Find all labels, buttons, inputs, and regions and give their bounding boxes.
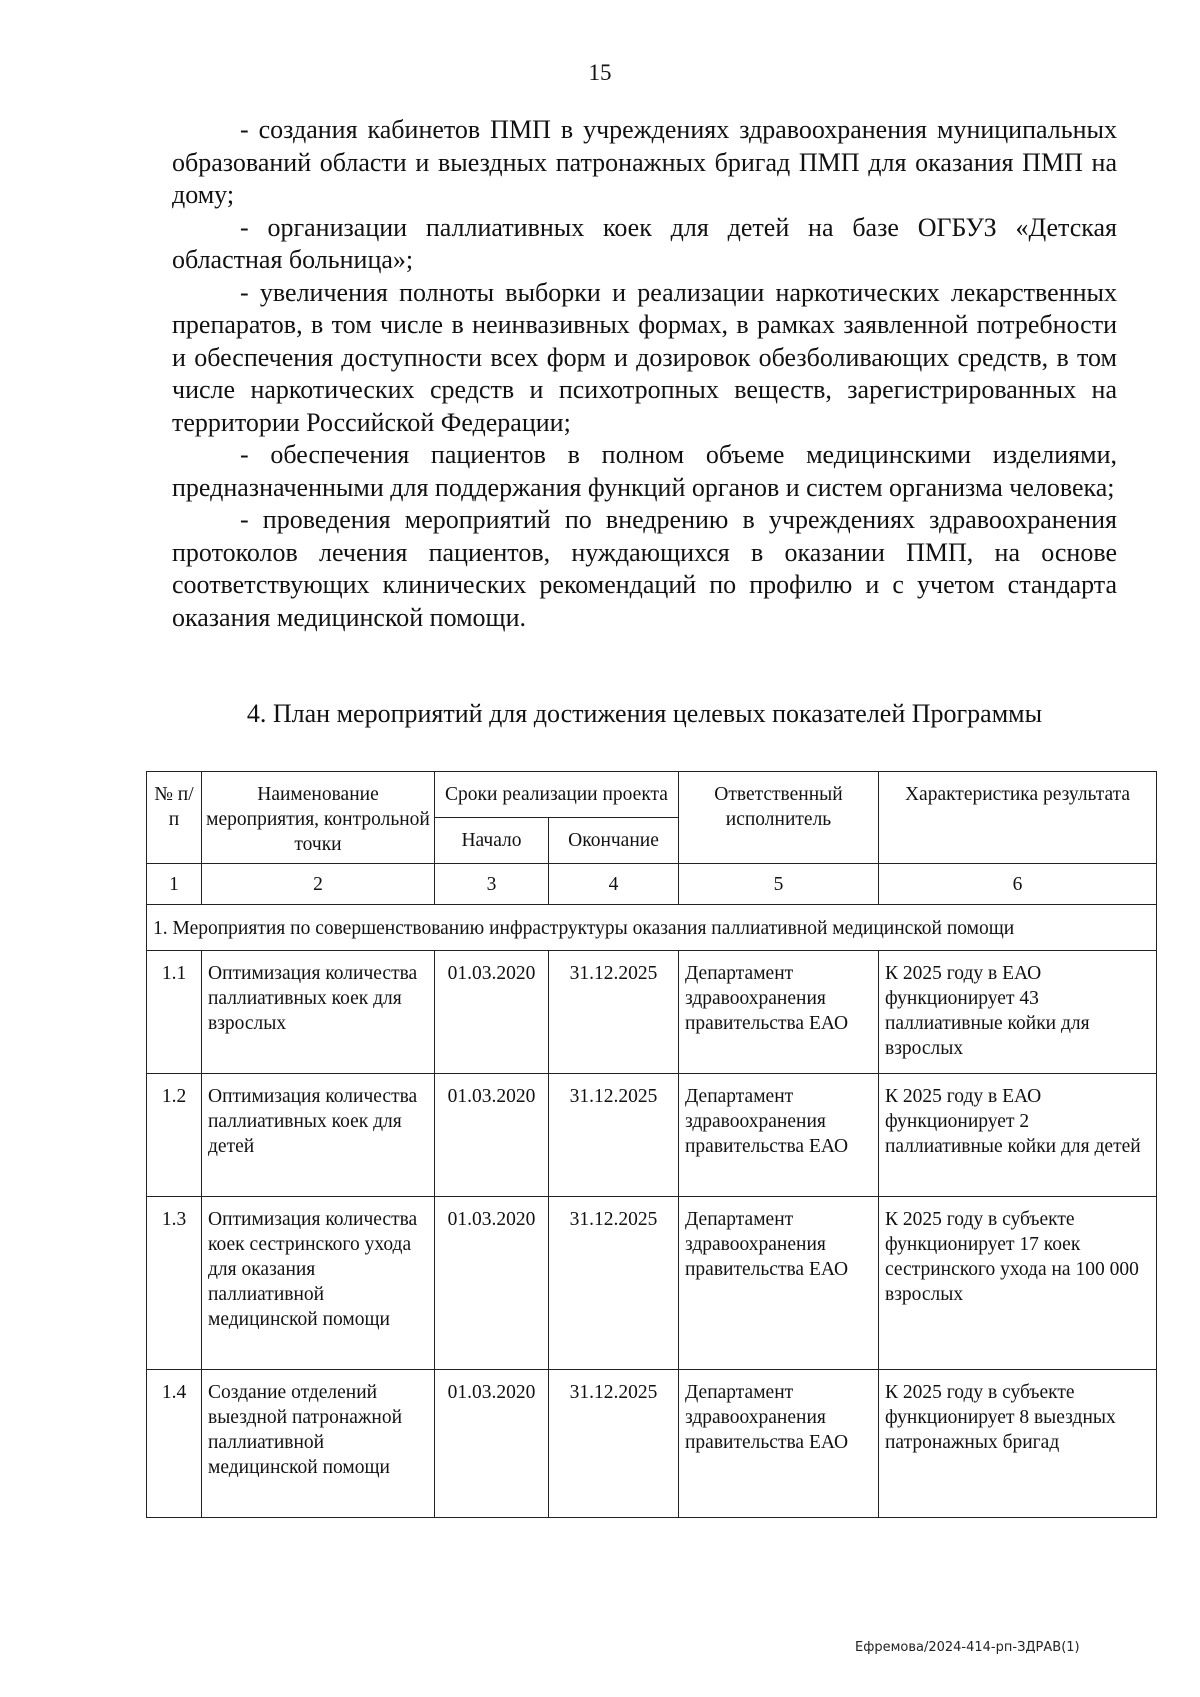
row-num: 1.3 xyxy=(147,1197,202,1370)
row-result: К 2025 году в ЕАО функционирует 2 паллиативные койки для детей xyxy=(879,1074,1157,1197)
row-name: Оптимизация количества коек сестринского ухода для оказания паллиативной медицинской помощи xyxy=(202,1197,435,1370)
table-row xyxy=(147,1197,1157,1370)
column-number-row xyxy=(147,864,1157,905)
row-num: 1.2 xyxy=(147,1074,202,1197)
paragraph: - обеспечения пациентов в полном объеме медицинскими изделиями, предназначенными для поддержания функций органов и систем организма человека; xyxy=(172,440,1117,502)
row-end: 31.12.2025 xyxy=(549,1197,679,1370)
column-number: 5 xyxy=(679,864,879,905)
header-executor: Ответственный исполнитель xyxy=(679,772,879,864)
paragraph: - проведения мероприятий по внедрению в учреждениях здравоохранения протоколов лечения пациентов, нуждающихся в оказании ПМП, на основе соответствующих клинических рекомендаций по профилю и с учетом стандарта оказания медицинской помощи. xyxy=(172,505,1117,632)
paragraph: - создания кабинетов ПМП в учреждениях здравоохранения муниципальных образований области и выездных патронажных бригад ПМП для оказания ПМП на дому; xyxy=(172,115,1117,209)
row-executor: Департамент здравоохранения правительства ЕАО xyxy=(679,1074,879,1197)
page-number: 15 xyxy=(588,60,612,85)
row-name: Создание отделений выездной патронажной паллиативной медицинской помощи xyxy=(202,1370,435,1518)
row-result: К 2025 году в субъекте функционирует 8 выездных патронажных бригад xyxy=(879,1370,1157,1518)
document-reference: Ефремова/2024-414-рп-ЗДРАВ(1) xyxy=(855,1640,1080,1655)
paragraph: - организации паллиативных коек для детей на базе ОГБУЗ «Детская областная больница»; xyxy=(172,212,1117,274)
row-num: 1.1 xyxy=(147,951,202,1074)
row-name: Оптимизация количества паллиативных коек для детей xyxy=(202,1074,435,1197)
row-executor: Департамент здравоохранения правительства ЕАО xyxy=(679,1197,879,1370)
plan-table xyxy=(146,771,1157,1518)
row-executor: Департамент здравоохранения правительства ЕАО xyxy=(679,1370,879,1518)
row-start: 01.03.2020 xyxy=(435,951,549,1074)
table-row xyxy=(147,1370,1157,1518)
header-end: Окончание xyxy=(549,818,679,864)
row-num: 1.4 xyxy=(147,1370,202,1518)
table-row xyxy=(147,951,1157,1074)
row-end: 31.12.2025 xyxy=(549,951,679,1074)
paragraph: - увеличения полноты выборки и реализации наркотических лекарственных препаратов, в том числе в неинвазивных формах, в рамках заявленной потребности и обеспечения доступности всех форм и дозировок обезболивающих средств, в том числе наркотических средств и психотропных веществ, зарегистрированных на территории Российской Федерации; xyxy=(172,277,1117,437)
row-result: К 2025 году в ЕАО функционирует 43 паллиативные койки для взрослых xyxy=(879,951,1157,1074)
section-heading: 4. План мероприятий для достижения целевых показателей Программы xyxy=(246,699,1043,728)
header-start: Начало xyxy=(435,818,549,864)
header-num: № п/п xyxy=(147,772,202,864)
row-start: 01.03.2020 xyxy=(435,1197,549,1370)
table-section-title: 1. Мероприятия по совершенствованию инфраструктуры оказания паллиативной медицинской помощи xyxy=(147,905,1157,951)
row-start: 01.03.2020 xyxy=(435,1370,549,1518)
row-result: К 2025 году в субъекте функционирует 17 коек сестринского ухода на 100 000 взрослых xyxy=(879,1197,1157,1370)
column-number: 3 xyxy=(435,864,549,905)
body-text xyxy=(172,114,1117,634)
header-period: Сроки реализации проекта xyxy=(435,772,679,818)
row-executor: Департамент здравоохранения правительства ЕАО xyxy=(679,951,879,1074)
column-number: 4 xyxy=(549,864,679,905)
row-end: 31.12.2025 xyxy=(549,1074,679,1197)
header-name: Наименование мероприятия, контрольной точки xyxy=(202,772,435,864)
column-number: 1 xyxy=(147,864,202,905)
header-result: Характеристика результата xyxy=(879,772,1157,864)
column-number: 6 xyxy=(879,864,1157,905)
column-number: 2 xyxy=(202,864,435,905)
table-row xyxy=(147,1074,1157,1197)
row-start: 01.03.2020 xyxy=(435,1074,549,1197)
row-name: Оптимизация количества паллиативных коек для взрослых xyxy=(202,951,435,1074)
row-end: 31.12.2025 xyxy=(549,1370,679,1518)
table-section-row xyxy=(147,905,1157,951)
